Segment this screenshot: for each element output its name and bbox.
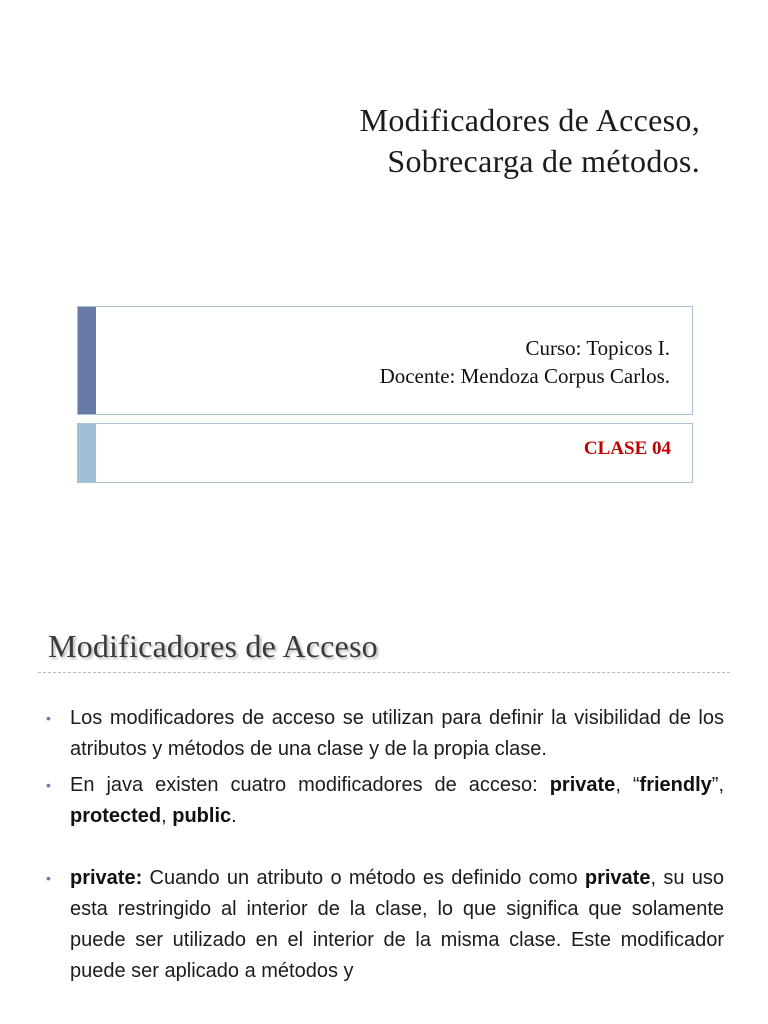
title-line-1: Modificadores de Acceso, bbox=[359, 102, 700, 138]
keyword-public: public bbox=[172, 805, 232, 827]
separator: ”, bbox=[711, 774, 724, 796]
separator: , bbox=[161, 805, 173, 827]
section-heading: Modificadores de Acceso bbox=[48, 628, 378, 664]
course-name: Curso: Topicos I. bbox=[525, 336, 670, 360]
bullet-text: Cuando un atributo o método es definido como bbox=[142, 867, 585, 889]
class-label: CLASE 04 bbox=[583, 438, 671, 459]
accent-bar bbox=[78, 424, 96, 482]
slide-title bbox=[360, 100, 700, 182]
title-line-2: Sobrecarga de métodos. bbox=[387, 143, 700, 179]
bullet-icon: • bbox=[46, 710, 51, 726]
keyword-private: private bbox=[584, 867, 651, 889]
course-info-box bbox=[77, 306, 693, 415]
separator: . bbox=[231, 805, 237, 827]
bullet-list bbox=[46, 703, 724, 992]
bullet-icon: • bbox=[46, 777, 51, 793]
teacher-name: Docente: Mendoza Corpus Carlos. bbox=[379, 364, 670, 388]
keyword-protected: protected bbox=[70, 805, 162, 827]
list-item bbox=[46, 703, 724, 765]
keyword-private-label: private: bbox=[70, 867, 143, 889]
class-box bbox=[77, 423, 693, 483]
bullet-text: , su uso esta restringido al interior de la clase, lo que significa que solamente puede ser utilizado en el interior de la misma clase. Este modificador puede ser aplicado a métodos y bbox=[70, 867, 724, 982]
bullet-text: Los modificadores de acceso se utilizan para definir la visibilidad de los atributos y métodos de una clase y de la propia clase. bbox=[70, 707, 724, 760]
course-info bbox=[380, 334, 670, 390]
list-item bbox=[46, 863, 724, 987]
accent-bar bbox=[78, 307, 96, 414]
keyword-friendly: friendly bbox=[639, 774, 712, 796]
keyword-private: private bbox=[549, 774, 616, 796]
bullet-text: En java existen cuatro modificadores de acceso: bbox=[70, 774, 550, 796]
separator: , “ bbox=[615, 774, 640, 796]
heading-divider bbox=[38, 672, 730, 673]
list-item bbox=[46, 770, 724, 832]
bullet-icon: • bbox=[46, 870, 51, 886]
